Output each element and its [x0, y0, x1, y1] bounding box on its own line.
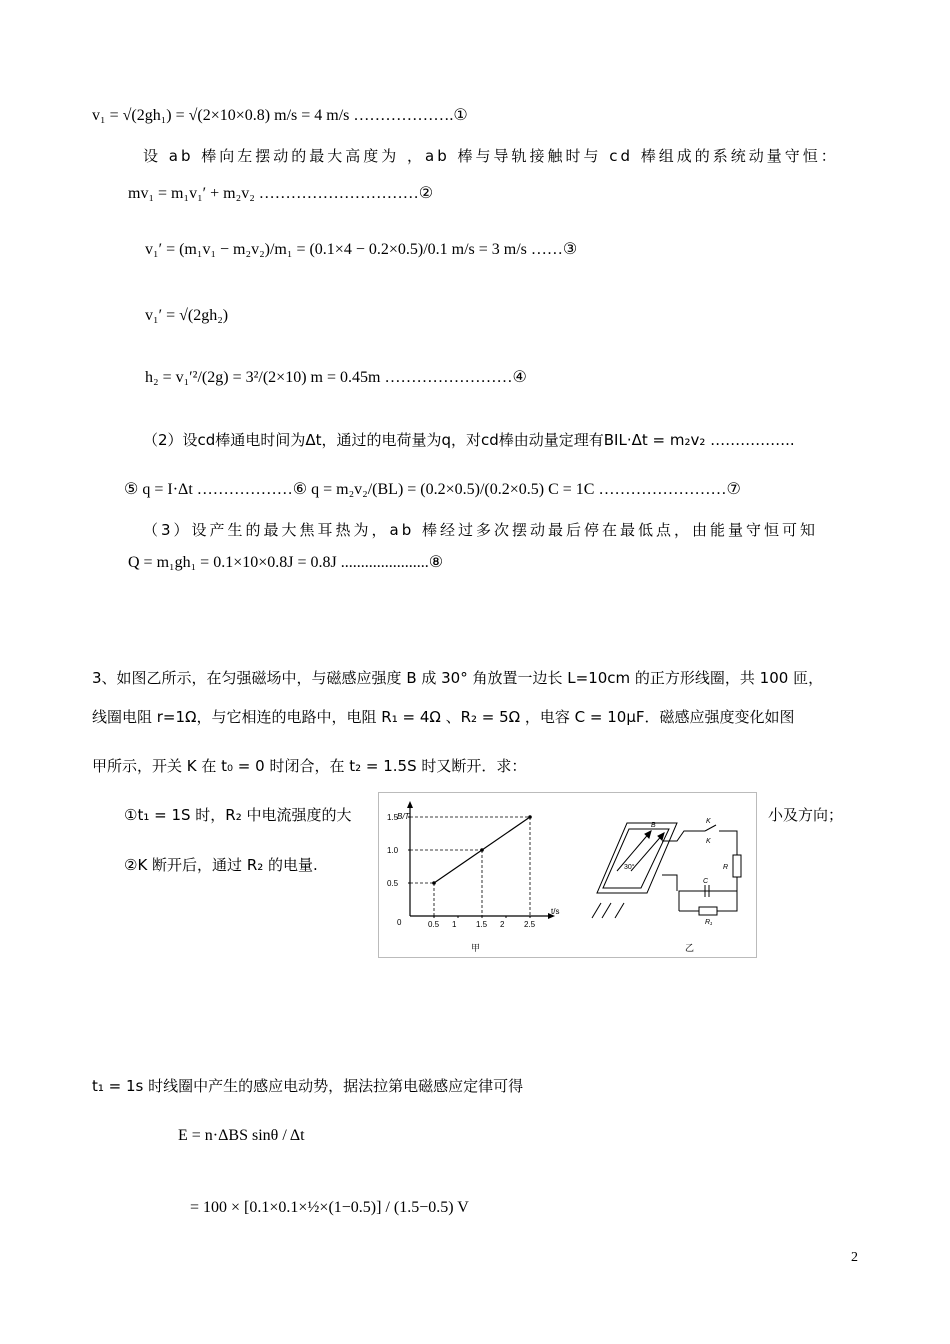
y-ticks: [387, 813, 410, 888]
label-k-top: K: [706, 818, 711, 825]
b-t-graph: [387, 801, 559, 953]
origin-label: 0: [397, 918, 402, 927]
label-b: B: [651, 822, 656, 829]
dashed-guides: [410, 817, 530, 916]
caption-yi: 乙: [685, 943, 695, 953]
data-point: [528, 815, 532, 819]
eq-emf-value: = 100 × [0.1×0.1×½×(1−0.5)] / (1.5−0.5) V: [190, 1199, 469, 1216]
eq-h2: h₂ = v₁′²/(2g) = 3²/(2×10) m = 0.45m ……………………④: [145, 369, 527, 386]
y-axis-label: B/T: [397, 812, 410, 821]
solution-intro: t₁ = 1s 时线圈中产生的感应电动势，据法拉第电磁感应定律可得: [92, 1077, 524, 1095]
caption-jia: 甲: [471, 943, 481, 953]
label-c: C: [703, 878, 709, 885]
label-r: R: [723, 864, 729, 871]
eq-v1-prime: v₁′ = (m₁v₁ − m₂v₂)/m₁ = (0.1×4 − 0.2×0.5)/0.1 m/s = 3 m/s ……③: [145, 241, 578, 258]
eq-emf: E = n·ΔBS sinθ / Δt: [178, 1127, 305, 1144]
coil-circuit-diagram: [592, 823, 741, 918]
coil-inner: [603, 829, 669, 888]
question-1-end: 小及方向；: [768, 806, 844, 824]
field-line-2: [602, 903, 611, 918]
data-point: [480, 848, 484, 852]
x-tick-label: 0.5: [428, 920, 440, 929]
eq-charge: ⑤ q = I·Δt ………………⑥ q = m₂v₂/(BL) = (0.2×0.5)/(0.2×0.5) C = 1C ……………………⑦: [124, 481, 741, 498]
wire-top-left: [662, 831, 705, 841]
x-axis-label: t/s: [551, 907, 560, 916]
eq-heat: Q = m₁gh₁ = 0.1×10×0.8J = 0.8J ......................⑧: [128, 554, 444, 571]
page-number: 2: [851, 1250, 858, 1265]
label-angle: 30°: [624, 864, 635, 871]
label-r1: R₁: [705, 919, 713, 926]
eq-momentum: mv₁ = m₁v₁′ + m₂v₂ …………………………②: [128, 185, 434, 202]
label-k: K: [706, 838, 711, 845]
y-tick-label: 1.0: [387, 846, 399, 855]
eq-v1: v₁ = √(2gh₁) = √(2×10×0.8) m/s = 4 m/s ……………….①: [92, 107, 468, 124]
field-line-1: [592, 903, 601, 918]
wire-top-right: [719, 831, 737, 855]
problem3-line3: 甲所示，开关 K 在 t₀ = 0 时闭合，在 t₂ = 1.5S 时又断开．求：: [92, 757, 527, 775]
problem3-line2: 线圈电阻 r=1Ω，与它相连的电路中，电阻 R₁ = 4Ω 、R₂ = 5Ω ，电容 C = 10μF．磁感应强度变化如图: [92, 708, 795, 726]
eq-v1-prime-gh2: v₁′ = √(2gh₂): [145, 307, 229, 324]
figure-svg: [379, 793, 756, 957]
question-1: ①t₁ = 1S 时，R₂ 中电流强度的大: [124, 806, 352, 824]
x-tick-label: 2: [500, 920, 505, 929]
x-ticks: [428, 916, 536, 929]
circuit-labels: [624, 818, 728, 926]
wire-left-lower: [662, 875, 677, 891]
coil-square: [597, 823, 677, 893]
x-tick-label: 1: [452, 920, 457, 929]
text-ab-swing: 设 ab 棒向左摆动的最大高度为 ，ab 棒与导轨接触时与 cd 棒组成的系统动量守恒：: [143, 147, 839, 165]
wire-bottom-right: [717, 891, 737, 911]
y-tick-label: 1.5: [387, 813, 399, 822]
y-tick-label: 0.5: [387, 879, 399, 888]
problem-figure: [378, 792, 757, 958]
problem3-line1: 3、如图乙所示，在匀强磁场中，与磁感应强度 B 成 30° 角放置一边长 L=10cm 的正方形线圈，共 100 匝，: [92, 669, 824, 687]
field-line-3: [615, 903, 624, 918]
x-tick-label: 2.5: [524, 920, 536, 929]
resistor-r1: [699, 907, 717, 915]
switch-k: [705, 825, 716, 831]
text-part2: （2）设cd棒通电时间为Δt，通过的电荷量为q，对cd棒由动量定理有BIL·Δt = m₂v₂ ……………..: [143, 431, 795, 449]
y-axis-arrow: [407, 801, 413, 808]
question-2: ②K 断开后，通过 R₂ 的电量.: [124, 856, 318, 874]
text-part3: （3）设产生的最大焦耳热为，ab 棒经过多次摆动最后停在最低点，由能量守恒可知: [143, 521, 819, 539]
resistor-r: [733, 855, 741, 877]
x-tick-label: 1.5: [476, 920, 488, 929]
data-point: [432, 881, 436, 885]
